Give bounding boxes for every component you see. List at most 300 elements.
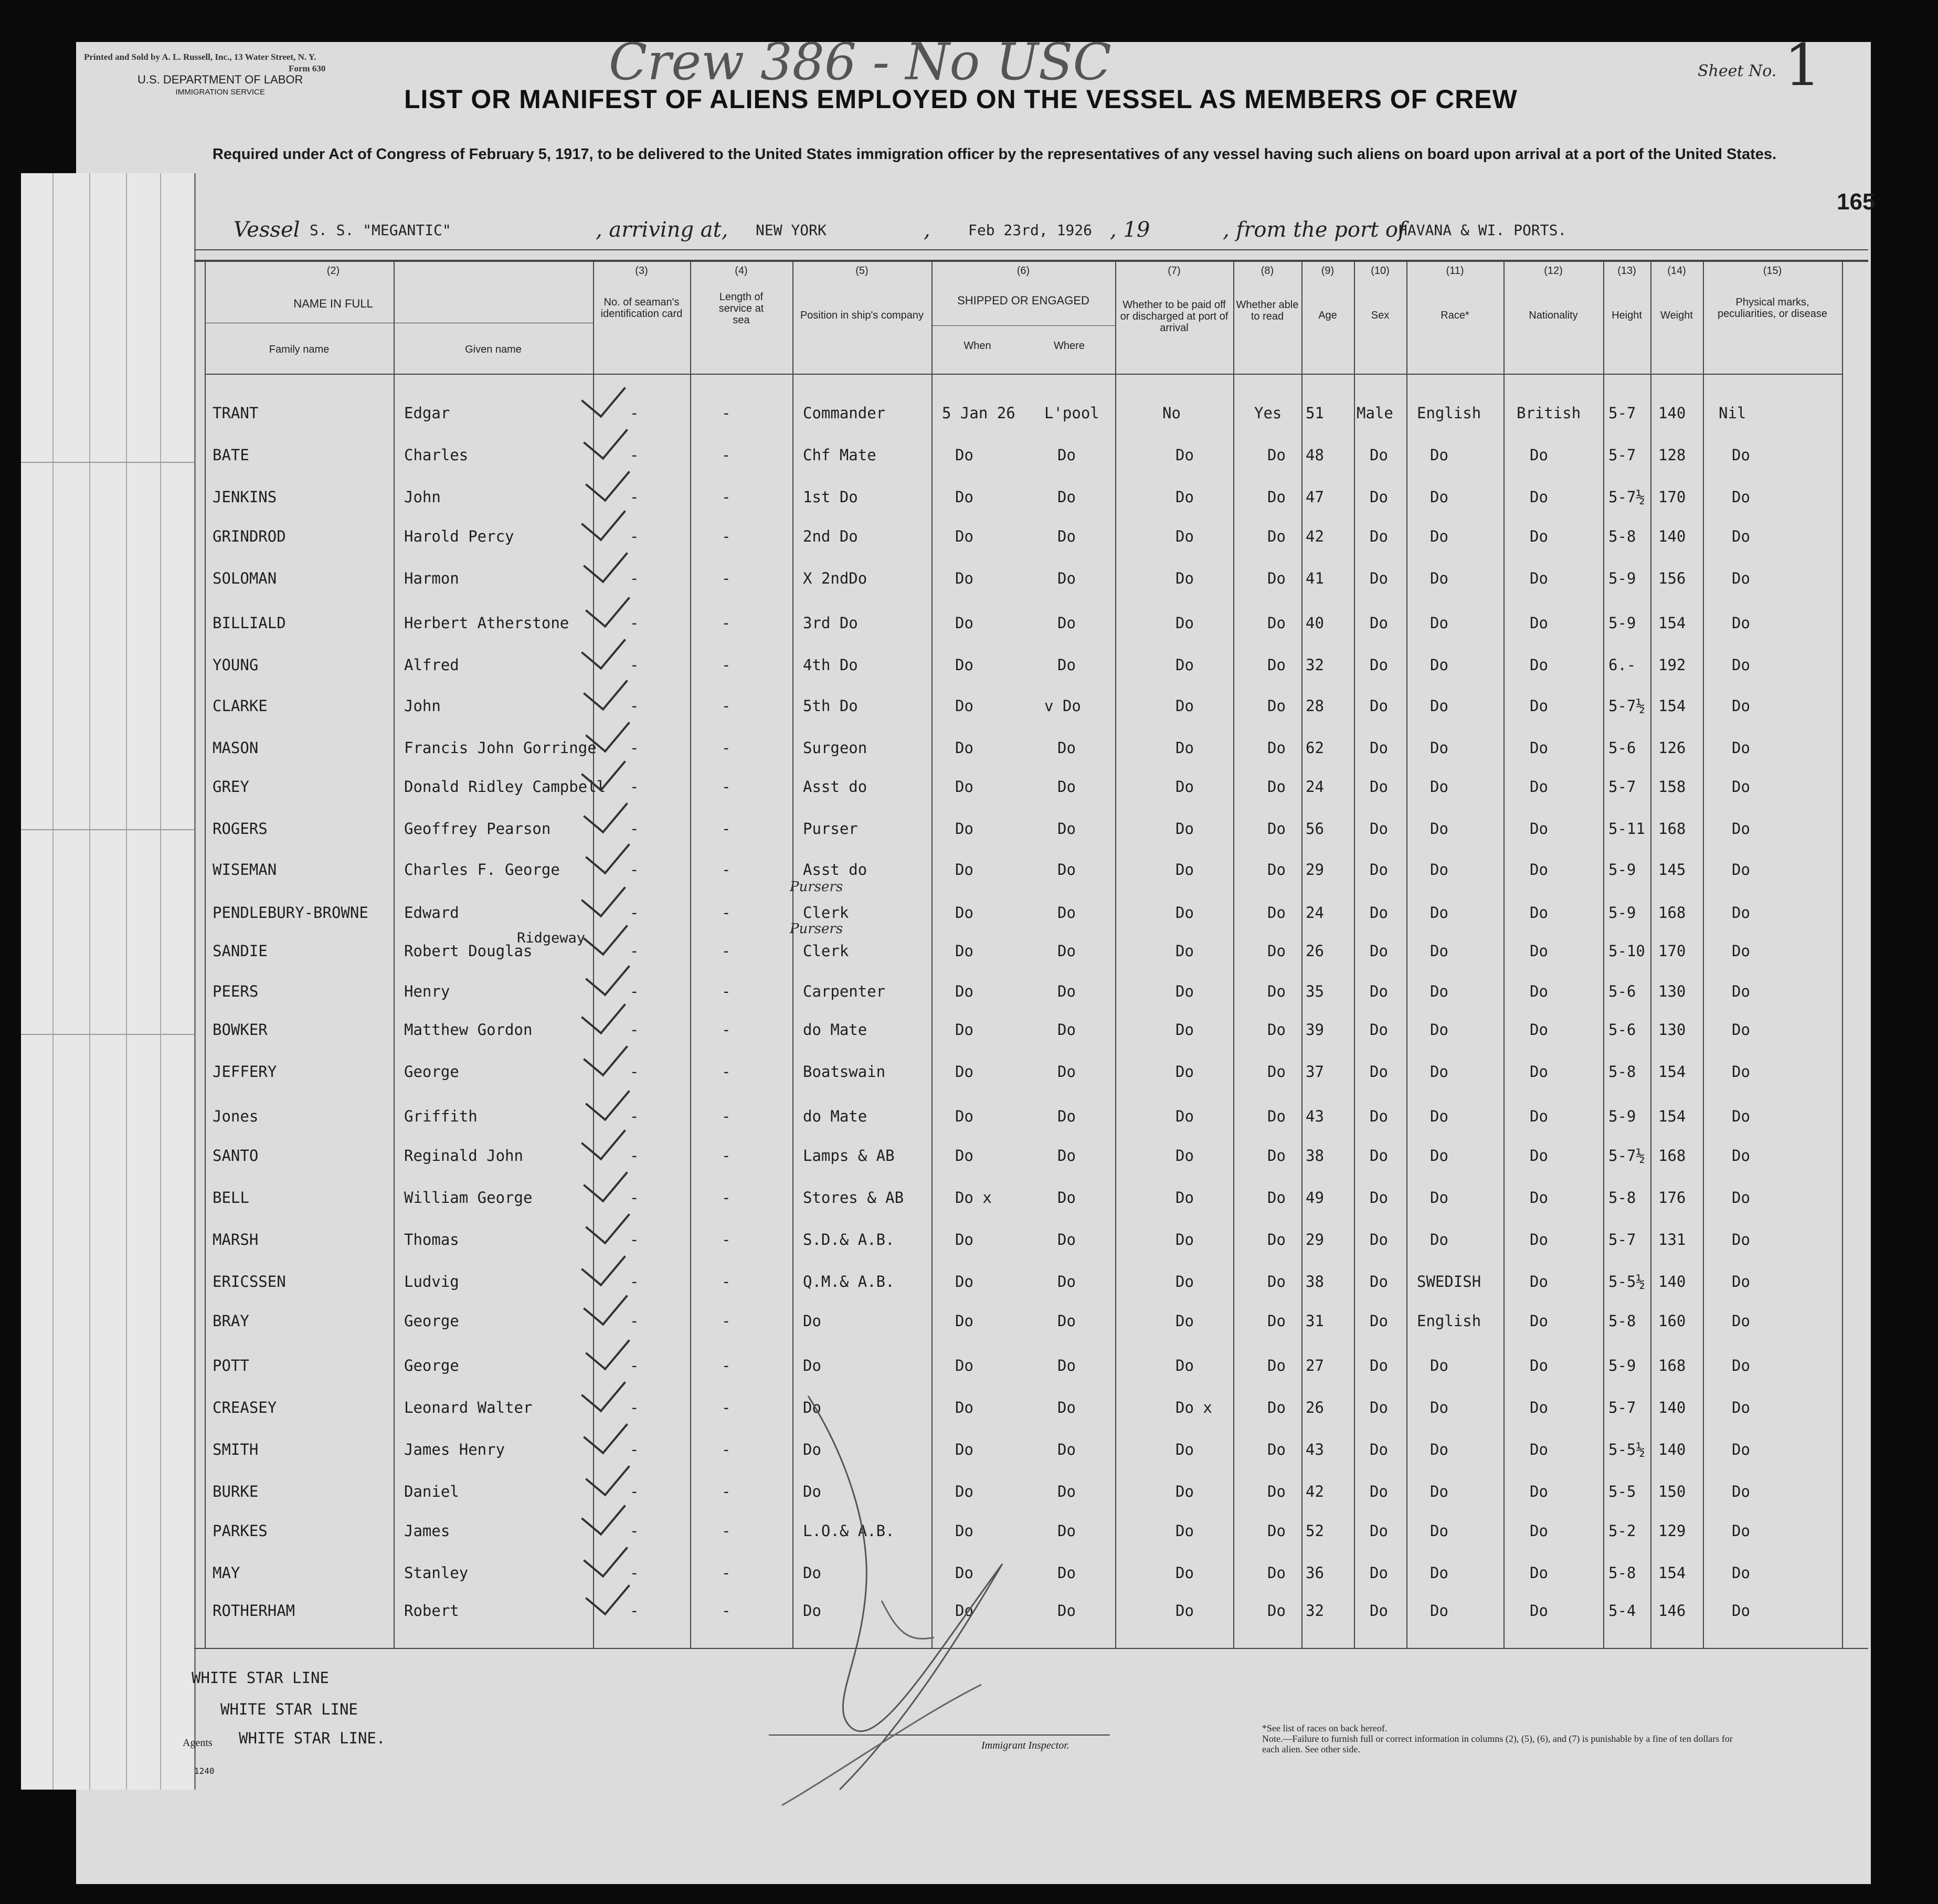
weight-cell: 154 [1658, 697, 1686, 715]
paid-off-cell: No [1162, 404, 1181, 422]
race-cell: Do [1430, 1399, 1448, 1416]
card-cell: - [630, 488, 639, 506]
shipped-when-cell: Do [955, 778, 973, 796]
position-cell: Clerk [803, 942, 849, 960]
family-name-cell: PENDLEBURY-BROWNE [213, 904, 368, 922]
card-cell: - [630, 1564, 639, 1582]
col-race-header: Race* [1441, 310, 1469, 321]
given-name-cell: Donald Ridley Campbell [404, 778, 606, 796]
given-name-cell: Matthew Gordon [404, 1021, 533, 1039]
given-name-cell: Daniel [404, 1483, 459, 1500]
family-name-cell: MARSH [213, 1231, 259, 1249]
given-name-cell: Harmon [404, 569, 459, 587]
nationality-cell: Do [1530, 820, 1548, 838]
nationality-cell: Do [1530, 446, 1548, 464]
col-paid-header: Whether to be paid off or discharged at port of arrival [1120, 299, 1229, 334]
family-name-cell: SMITH [213, 1441, 259, 1458]
col-age-header: Age [1318, 310, 1337, 321]
marks-cell: Do [1732, 942, 1750, 960]
shipped-when-cell: Do [955, 614, 973, 632]
race-cell: Do [1430, 1189, 1448, 1207]
shipped-where-cell: Do [1057, 904, 1076, 922]
owner-line: WHITE STAR LINE [192, 1669, 329, 1687]
shipped-where-cell: Do [1057, 1189, 1076, 1207]
given-name-cell: Robert Douglas [404, 942, 533, 960]
given-name-cell: Harold Percy [404, 527, 514, 545]
race-cell: Do [1430, 1107, 1448, 1125]
service-cell: - [722, 1522, 731, 1540]
height-cell: 5-11 [1608, 820, 1645, 838]
height-cell: 5-4 [1608, 1602, 1636, 1620]
marks-cell: Do [1732, 1357, 1750, 1374]
marks-cell: Do [1732, 1273, 1750, 1291]
height-cell: 5-8 [1608, 1189, 1636, 1207]
position-cell: Do [803, 1564, 821, 1582]
nationality-cell: Do [1530, 1273, 1548, 1291]
position-cell: Do [803, 1399, 821, 1416]
marks-cell: Do [1732, 488, 1750, 506]
card-cell: - [630, 1107, 639, 1125]
shipped-where-cell: Do [1057, 1564, 1076, 1582]
col-when-header: When [963, 340, 991, 352]
weight-cell: 154 [1658, 1564, 1686, 1582]
weight-cell: 154 [1658, 614, 1686, 632]
paid-off-cell: Do [1175, 446, 1194, 464]
shipped-when-cell: Do [955, 1021, 973, 1039]
vessel-underline [194, 249, 1868, 250]
nationality-cell: Do [1530, 1483, 1548, 1500]
paid-off-cell: Do x [1175, 1399, 1212, 1416]
age-cell: 29 [1306, 861, 1324, 879]
position-cell: Do [803, 1602, 821, 1620]
service-cell: - [722, 614, 731, 632]
col-10-number: (10) [1371, 265, 1390, 277]
shipped-when-cell: Do [955, 446, 973, 464]
age-cell: 39 [1306, 1021, 1324, 1039]
shipped-when-cell: Do [955, 697, 973, 715]
given-name-cell: Edgar [404, 404, 450, 422]
position-cell: Clerk [803, 904, 849, 922]
race-cell: Do [1430, 488, 1448, 506]
shipped-where-cell: Do [1057, 1312, 1076, 1330]
shipped-when-cell: Do [955, 1107, 973, 1125]
position-cell: Carpenter [803, 982, 886, 1000]
given-name-cell: Ludvig [404, 1273, 459, 1291]
column-rule [1603, 261, 1604, 1648]
stub-rule [21, 829, 194, 830]
footnote-penalty: Note.—Failure to furnish full or correct information in columns (2), (5), (6), and (7) is punishable by a fine of ten dollars for each alien. See other side. [1262, 1733, 1733, 1754]
race-cell: Do [1430, 1522, 1448, 1540]
col-read-header: Whether able to read [1236, 299, 1299, 322]
position-cell: Surgeon [803, 739, 867, 757]
shipped-when-cell: Do [955, 488, 973, 506]
able-to-read-cell: Do [1267, 820, 1286, 838]
column-rule [1354, 261, 1355, 1648]
sex-cell: Do [1370, 1522, 1388, 1540]
age-cell: 32 [1306, 656, 1324, 674]
able-to-read-cell: Do [1267, 1273, 1286, 1291]
col-3-number: (3) [635, 265, 648, 277]
card-cell: - [630, 656, 639, 674]
given-name-cell: Alfred [404, 656, 459, 674]
service-cell: - [722, 656, 731, 674]
department-name: U.S. DEPARTMENT OF LABOR [137, 73, 303, 86]
height-cell: 5-6 [1608, 739, 1636, 757]
race-cell: Do [1430, 656, 1448, 674]
able-to-read-cell: Do [1267, 1399, 1286, 1416]
height-cell: 5-5½ [1608, 1441, 1645, 1458]
height-cell: 5-9 [1608, 1107, 1636, 1125]
nationality-cell: Do [1530, 1312, 1548, 1330]
sex-cell: Do [1370, 527, 1388, 545]
sex-cell: Do [1370, 614, 1388, 632]
shipped-when-cell: Do x [955, 1189, 992, 1207]
paid-off-cell: Do [1175, 1357, 1194, 1374]
race-cell: Do [1430, 820, 1448, 838]
position-cell: Do [803, 1483, 821, 1500]
paid-off-cell: Do [1175, 904, 1194, 922]
sex-cell: Do [1370, 1441, 1388, 1458]
paid-off-cell: Do [1175, 697, 1194, 715]
service-cell: - [722, 942, 731, 960]
stub-rule [21, 462, 194, 463]
sex-cell: Do [1370, 1107, 1388, 1125]
nationality-cell: Do [1530, 1441, 1548, 1458]
col-8-number: (8) [1261, 265, 1274, 277]
weight-cell: 150 [1658, 1483, 1686, 1500]
service-cell: - [722, 820, 731, 838]
race-cell: Do [1430, 1231, 1448, 1249]
card-cell: - [630, 942, 639, 960]
sex-cell: Do [1370, 739, 1388, 757]
race-cell: Do [1430, 1147, 1448, 1165]
column-rule [1650, 261, 1651, 1648]
age-cell: 42 [1306, 1483, 1324, 1500]
family-name-cell: BILLIALD [213, 614, 286, 632]
position-cell: 3rd Do [803, 614, 858, 632]
vessel-name: S. S. "MEGANTIC" [310, 221, 451, 239]
family-name-cell: GRINDROD [213, 527, 286, 545]
marks-cell: Do [1732, 982, 1750, 1000]
nationality-cell: Do [1530, 1602, 1548, 1620]
card-cell: - [630, 1357, 639, 1374]
paid-off-cell: Do [1175, 656, 1194, 674]
weight-cell: 154 [1658, 1107, 1686, 1125]
sex-cell: Do [1370, 1231, 1388, 1249]
age-cell: 26 [1306, 1399, 1324, 1416]
family-name-cell: BATE [213, 446, 249, 464]
handwritten-crew-note: Crew 386 - No USC [609, 33, 1111, 91]
sex-cell: Do [1370, 569, 1388, 587]
sex-cell: Do [1370, 982, 1388, 1000]
sex-cell: Do [1370, 778, 1388, 796]
paid-off-cell: Do [1175, 1564, 1194, 1582]
card-cell: - [630, 982, 639, 1000]
shipped-when-cell: 5 Jan 26 [942, 404, 1015, 422]
given-name-cell: Griffith [404, 1107, 478, 1125]
paid-off-cell: Do [1175, 1063, 1194, 1081]
race-cell: Do [1430, 697, 1448, 715]
printer-imprint [84, 51, 325, 75]
marks-cell: Do [1732, 1564, 1750, 1582]
position-cell: Chf Mate [803, 446, 876, 464]
vessel-label: Vessel [234, 218, 300, 242]
shipped-where-cell: Do [1057, 982, 1076, 1000]
sex-cell: Do [1370, 1147, 1388, 1165]
given-name-cell: Stanley [404, 1564, 469, 1582]
height-cell: 5-6 [1608, 1021, 1636, 1039]
paid-off-cell: Do [1175, 1522, 1194, 1540]
able-to-read-cell: Do [1267, 982, 1286, 1000]
height-cell: 5-7½ [1608, 488, 1645, 506]
shipped-where-cell: Do [1057, 527, 1076, 545]
able-to-read-cell: Do [1267, 1147, 1286, 1165]
master-line: WHITE STAR LINE [220, 1700, 358, 1718]
shipped-where-cell: Do [1057, 1063, 1076, 1081]
family-name-cell: CLARKE [213, 697, 268, 715]
given-name-cell: Reginald John [404, 1147, 523, 1165]
marks-cell: Do [1732, 1441, 1750, 1458]
family-name-cell: MAY [213, 1564, 240, 1582]
age-cell: 43 [1306, 1441, 1324, 1458]
race-cell: Do [1430, 904, 1448, 922]
age-cell: 31 [1306, 1312, 1324, 1330]
given-name-cell: Herbert Atherstone [404, 614, 569, 632]
race-cell: Do [1430, 739, 1448, 757]
shipped-when-cell: Do [955, 820, 973, 838]
agents-label: Agents [183, 1737, 213, 1749]
card-cell: - [630, 1273, 639, 1291]
card-cell: - [630, 1147, 639, 1165]
nationality-cell: Do [1530, 569, 1548, 587]
able-to-read-cell: Do [1267, 1522, 1286, 1540]
nationality-cell: Do [1530, 942, 1548, 960]
shipped-where-cell: Do [1057, 1357, 1076, 1374]
marks-cell: Do [1732, 1189, 1750, 1207]
col-card-header: No. of seaman's identification card [600, 297, 683, 320]
service-cell: - [722, 446, 731, 464]
stub-rule [21, 1034, 194, 1035]
col-5-number: (5) [855, 265, 869, 277]
nationality-cell: Do [1530, 614, 1548, 632]
age-cell: 42 [1306, 527, 1324, 545]
shipped-where-cell: Do [1057, 1107, 1076, 1125]
weight-cell: 145 [1658, 861, 1686, 879]
marks-cell: Do [1732, 569, 1750, 587]
card-cell: - [630, 1021, 639, 1039]
col-name-header: NAME IN FULL [293, 297, 373, 310]
marks-cell: Do [1732, 1399, 1750, 1416]
card-cell: - [630, 1399, 639, 1416]
weight-cell: 192 [1658, 656, 1686, 674]
height-cell: 5-7½ [1608, 1147, 1645, 1165]
weight-cell: 146 [1658, 1602, 1686, 1620]
given-name-cell: James Henry [404, 1441, 505, 1458]
height-cell: 5-10 [1608, 942, 1645, 960]
given-name-cell: James [404, 1522, 450, 1540]
sex-cell: Do [1370, 656, 1388, 674]
service-cell: - [722, 569, 731, 587]
shipped-where-cell: Do [1057, 861, 1076, 879]
nationality-cell: Do [1530, 1399, 1548, 1416]
height-cell: 5-5½ [1608, 1273, 1645, 1291]
footnote [1262, 1723, 1734, 1754]
family-name-cell: ROGERS [213, 820, 268, 838]
page-subtitle: Required under Act of Congress of February 5, 1917, to be delivered to the United States immigration officer by the representatives of any vessel having such aliens on board upon arrival at a port of the United States. [212, 146, 1777, 163]
shipped-where-cell: Do [1057, 569, 1076, 587]
col-sex-header: Sex [1371, 310, 1390, 321]
able-to-read-cell: Do [1267, 1602, 1286, 1620]
nationality-cell: Do [1530, 1147, 1548, 1165]
sex-cell: Male [1357, 404, 1393, 422]
arrival-port: NEW YORK [756, 221, 827, 239]
able-to-read-cell: Do [1267, 656, 1286, 674]
height-cell: 5-9 [1608, 569, 1636, 587]
service-cell: - [722, 1147, 731, 1165]
arrival-date: Feb 23rd, 1926 [968, 221, 1093, 239]
shipped-where-cell: Do [1057, 1483, 1076, 1500]
col-13-number: (13) [1617, 265, 1636, 277]
stub-divider [126, 173, 127, 1790]
folded-stub [21, 173, 196, 1790]
height-cell: 5-7 [1608, 1399, 1636, 1416]
height-cell: 5-6 [1608, 982, 1636, 1000]
column-rule [1703, 261, 1704, 1648]
able-to-read-cell: Do [1267, 697, 1286, 715]
given-name-cell: Henry [404, 982, 450, 1000]
able-to-read-cell: Do [1267, 778, 1286, 796]
race-cell: Do [1430, 446, 1448, 464]
service-cell: - [722, 1357, 731, 1374]
paid-off-cell: Do [1175, 739, 1194, 757]
able-to-read-cell: Do [1267, 1357, 1286, 1374]
position-cell: Do [803, 1357, 821, 1374]
shipped-when-cell: Do [955, 527, 973, 545]
shipped-when-cell: Do [955, 1522, 973, 1540]
shipped-where-cell: Do [1057, 488, 1076, 506]
service-cell: - [722, 404, 731, 422]
nationality-cell: Do [1530, 1357, 1548, 1374]
family-name-cell: CREASEY [213, 1399, 277, 1416]
service-cell: - [722, 1441, 731, 1458]
paid-off-cell: Do [1175, 527, 1194, 545]
family-name-cell: WISEMAN [213, 861, 277, 879]
service-cell: - [722, 904, 731, 922]
race-cell: Do [1430, 1357, 1448, 1374]
height-cell: 5-8 [1608, 1564, 1636, 1582]
card-cell: - [630, 1441, 639, 1458]
position-cell: 5th Do [803, 697, 858, 715]
age-cell: 51 [1306, 404, 1324, 422]
col-shipped-header: SHIPPED OR ENGAGED [957, 294, 1089, 307]
nationality-cell: Do [1530, 1189, 1548, 1207]
family-name-cell: ERICSSEN [213, 1273, 286, 1291]
family-name-cell: ROTHERHAM [213, 1602, 295, 1620]
height-cell: 5-9 [1608, 904, 1636, 922]
able-to-read-cell: Do [1267, 1231, 1286, 1249]
race-cell: Do [1430, 1021, 1448, 1039]
age-cell: 40 [1306, 614, 1324, 632]
weight-cell: 168 [1658, 1147, 1686, 1165]
shipped-when-cell: Do [955, 1399, 973, 1416]
weight-cell: 130 [1658, 1021, 1686, 1039]
column-rule [1301, 261, 1302, 1648]
year-label: , 19 [1110, 218, 1150, 242]
col-position-header: Position in ship's company [800, 310, 924, 321]
marks-cell: Nil [1719, 404, 1746, 422]
col-weight-header: Weight [1660, 310, 1693, 321]
column-rule [205, 261, 206, 1648]
shipped-when-cell: Do [955, 1231, 973, 1249]
weight-cell: 168 [1658, 904, 1686, 922]
shipped-where-cell: Do [1057, 778, 1076, 796]
paid-off-cell: Do [1175, 1483, 1194, 1500]
weight-cell: 140 [1658, 527, 1686, 545]
race-cell: Do [1430, 527, 1448, 545]
service-cell: - [722, 1399, 731, 1416]
nationality-cell: Do [1530, 778, 1548, 796]
family-name-cell: SANTO [213, 1147, 259, 1165]
service-cell: - [722, 1107, 731, 1125]
sex-cell: Do [1370, 820, 1388, 838]
given-name-cell: Leonard Walter [404, 1399, 533, 1416]
column-rule [1503, 261, 1505, 1648]
able-to-read-cell: Yes [1254, 404, 1282, 422]
column-rule [1233, 261, 1234, 1648]
nationality-cell: Do [1530, 1522, 1548, 1540]
from-port: HAVANA & WI. PORTS. [1399, 221, 1567, 239]
given-name-cell: George [404, 1357, 459, 1374]
card-cell: - [630, 904, 639, 922]
family-name-cell: POTT [213, 1357, 249, 1374]
shipped-when-cell: Do [955, 656, 973, 674]
paid-off-cell: Do [1175, 942, 1194, 960]
family-name-cell: PARKES [213, 1522, 268, 1540]
position-cell: Do [803, 1441, 821, 1458]
weight-cell: 154 [1658, 1063, 1686, 1081]
marks-cell: Do [1732, 1312, 1750, 1330]
given-name-cell: Edward [404, 904, 459, 922]
weight-cell: 140 [1658, 1441, 1686, 1458]
column-rule [690, 261, 691, 1648]
given-name-cell: Charles F. George [404, 861, 560, 879]
col-where-header: Where [1054, 340, 1085, 352]
weight-cell: 130 [1658, 982, 1686, 1000]
shipped-when-cell: Do [955, 982, 973, 1000]
able-to-read-cell: Do [1267, 942, 1286, 960]
height-cell: 5-7 [1608, 1231, 1636, 1249]
column-rule [1406, 261, 1407, 1648]
sex-cell: Do [1370, 446, 1388, 464]
header-rule [931, 325, 1115, 326]
shipped-where-cell: Do [1057, 614, 1076, 632]
position-cell: X 2ndDo [803, 569, 867, 587]
age-cell: 24 [1306, 904, 1324, 922]
footnote-races: *See list of races on back hereof. [1262, 1723, 1388, 1733]
stub-divider [160, 173, 161, 1790]
shipped-where-cell: Do [1057, 1273, 1076, 1291]
weight-cell: 156 [1658, 569, 1686, 587]
given-name-cell: John [404, 697, 441, 715]
nationality-cell: Do [1530, 1107, 1548, 1125]
position-cell: Purser [803, 820, 858, 838]
paid-off-cell: Do [1175, 614, 1194, 632]
sex-cell: Do [1370, 1483, 1388, 1500]
height-cell: 5-9 [1608, 1357, 1636, 1374]
weight-cell: 176 [1658, 1189, 1686, 1207]
marks-cell: Do [1732, 1522, 1750, 1540]
weight-cell: 170 [1658, 942, 1686, 960]
